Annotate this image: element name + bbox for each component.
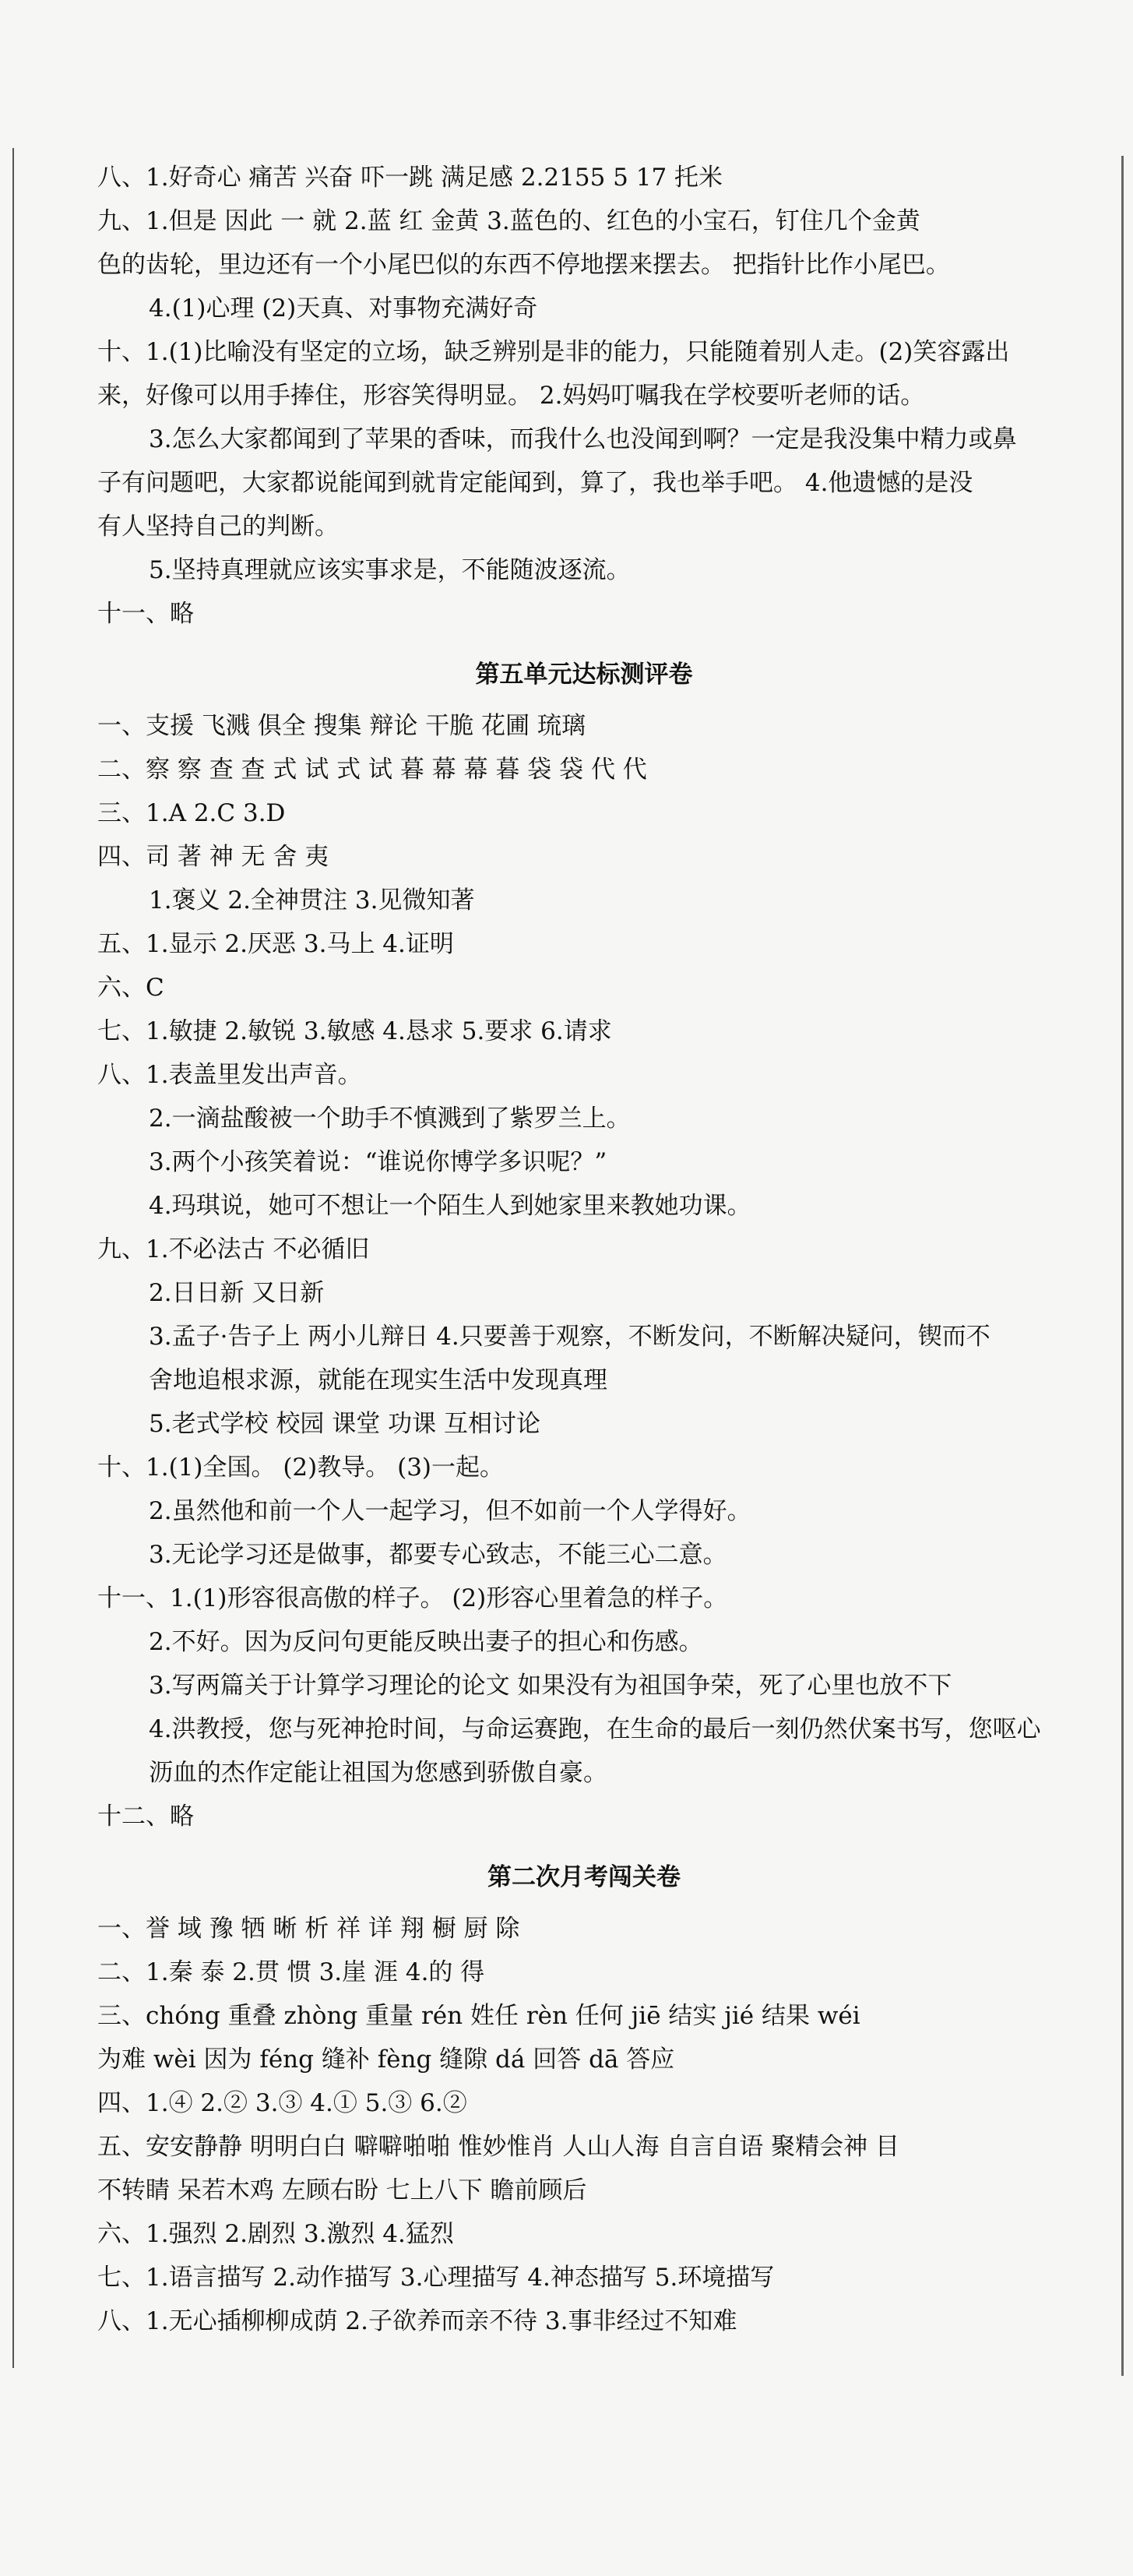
answer-line: 子有问题吧，大家都说能闻到就肯定能闻到，算了，我也举手吧。 4.他遗憾的是没 [97,469,973,497]
answer-line: 来，好像可以用手捧住，形容笑得明显。 2.妈妈叮嘱我在学校要听老师的话。 [97,382,925,410]
answer-line: 十、1.(1)比喻没有坚定的立场，缺乏辨别是非的能力，只能随着别人走。(2)笑容露出 [97,338,1010,366]
answer-line: 十二、略 [97,1802,194,1831]
answer-line: 3.写两篇关于计算学习理论的论文 如果没有为祖国争荣，死了心里也放不下 [149,1672,952,1700]
answer-line: 3.怎么大家都闻到了苹果的香味，而我什么也没闻到啊？一定是我没集中精力或鼻 [149,425,1017,453]
answer-line: 六、C [97,974,164,1002]
answer-line: 为难 wèi 因为 féng 缝补 fèng 缝隙 dá 回答 dā 答应 [97,2046,675,2074]
answer-line: 有人坚持自己的判断。 [97,513,339,541]
answer-line: 5.坚持真理就应该实事求是，不能随波逐流。 [149,556,631,584]
answer-line: 3.两个小孩笑着说：“谁说你博学多识呢？” [149,1148,607,1176]
section-title-month2: 第二次月考闯关卷 [487,1863,681,1891]
right-margin-rule [1121,156,1124,2376]
left-margin-rule [12,148,14,2368]
answer-line: 4.洪教授，您与死神抢时间，与命运赛跑，在生命的最后一刻仍然伏案书写，您呕心 [149,1715,1041,1743]
answer-line: 二、1.秦 泰 2.贯 惯 3.崖 涯 4.的 得 [97,1958,485,1986]
answer-line: 五、安安静静 明明白白 噼噼啪啪 惟妙惟肖 人山人海 自言自语 聚精会神 目 [97,2133,899,2161]
answer-line: 四、司 著 神 无 舍 夷 [97,843,329,871]
answer-line: 1.褒义 2.全神贯注 3.见微知著 [149,886,475,914]
answer-line: 3.孟子·告子上 两小儿辩日 4.只要善于观察，不断发问，不断解决疑问，锲而不 [149,1323,990,1351]
answer-line: 二、察 察 查 查 式 试 式 试 暮 幕 幕 暮 袋 袋 代 代 [97,756,647,784]
answer-line: 4.玛琪说，她可不想让一个陌生人到她家里来教她功课。 [149,1192,751,1220]
answer-line: 八、1.好奇心 痛苦 兴奋 吓一跳 满足感 2.2155 5 17 托米 [97,164,723,192]
answer-line: 十一、略 [97,600,194,628]
answer-line: 十一、1.(1)形容很高傲的样子。 (2)形容心里着急的样子。 [97,1584,728,1612]
answer-line: 八、1.表盖里发出声音。 [97,1061,362,1089]
answer-line: 十、1.(1)全国。 (2)教导。 (3)一起。 [97,1454,505,1482]
answer-line: 2.不好。因为反问句更能反映出妻子的担心和伤感。 [149,1628,703,1656]
answer-line: 2.虽然他和前一个人一起学习，但不如前一个人学得好。 [149,1497,751,1525]
answer-line: 2.日日新 又日新 [149,1279,325,1307]
answer-line: 2.一滴盐酸被一个助手不慎溅到了紫罗兰上。 [149,1105,631,1133]
answer-line: 一、支援 飞溅 俱全 搜集 辩论 干脆 花圃 琉璃 [97,712,586,740]
answer-line: 沥血的杰作定能让祖国为您感到骄傲自豪。 [149,1759,607,1787]
answer-line: 舍地追根求源，就能在现实生活中发现真理 [149,1366,607,1394]
answer-line: 七、1.敏捷 2.敏锐 3.敏感 4.恳求 5.要求 6.请求 [97,1017,612,1045]
answer-line: 一、誉 域 豫 牺 晰 析 祥 详 翔 橱 厨 除 [97,1915,520,1943]
answer-content [97,156,1071,2343]
section-title-unit5: 第五单元达标测评卷 [475,661,693,689]
answer-line: 九、1.但是 因此 一 就 2.蓝 红 金黄 3.蓝色的、红色的小宝石，钉住几个金黄 [97,207,920,235]
answer-line: 六、1.强烈 2.剧烈 3.激烈 4.猛烈 [97,2220,454,2248]
answer-line: 不转睛 呆若木鸡 左顾右盼 七上八下 瞻前顾后 [97,2176,587,2204]
answer-line: 九、1.不必法古 不必循旧 [97,1235,370,1263]
answer-line: 5.老式学校 校园 课堂 功课 互相讨论 [149,1410,540,1438]
answer-line: 三、chóng 重叠 zhòng 重量 rén 姓任 rèn 任何 jiē 结实 jié 结果 wéi [97,2002,860,2030]
answer-line: 3.无论学习还是做事，都要专心致志，不能三心二意。 [149,1541,727,1569]
answer-line: 七、1.语言描写 2.动作描写 3.心理描写 4.神态描写 5.环境描写 [97,2264,775,2292]
answer-line: 4.(1)心理 (2)天真、对事物充满好奇 [149,294,538,322]
answer-line: 四、1.④ 2.② 3.③ 4.① 5.③ 6.② [97,2089,467,2117]
answer-line: 色的齿轮，里边还有一个小尾巴似的东西不停地摆来摆去。 把指针比作小尾巴。 [97,251,950,279]
answer-line: 三、1.A 2.C 3.D [97,799,286,827]
answer-line: 八、1.无心插柳柳成荫 2.子欲养而亲不待 3.事非经过不知难 [97,2307,737,2335]
answer-line: 五、1.显示 2.厌恶 3.马上 4.证明 [97,930,454,958]
